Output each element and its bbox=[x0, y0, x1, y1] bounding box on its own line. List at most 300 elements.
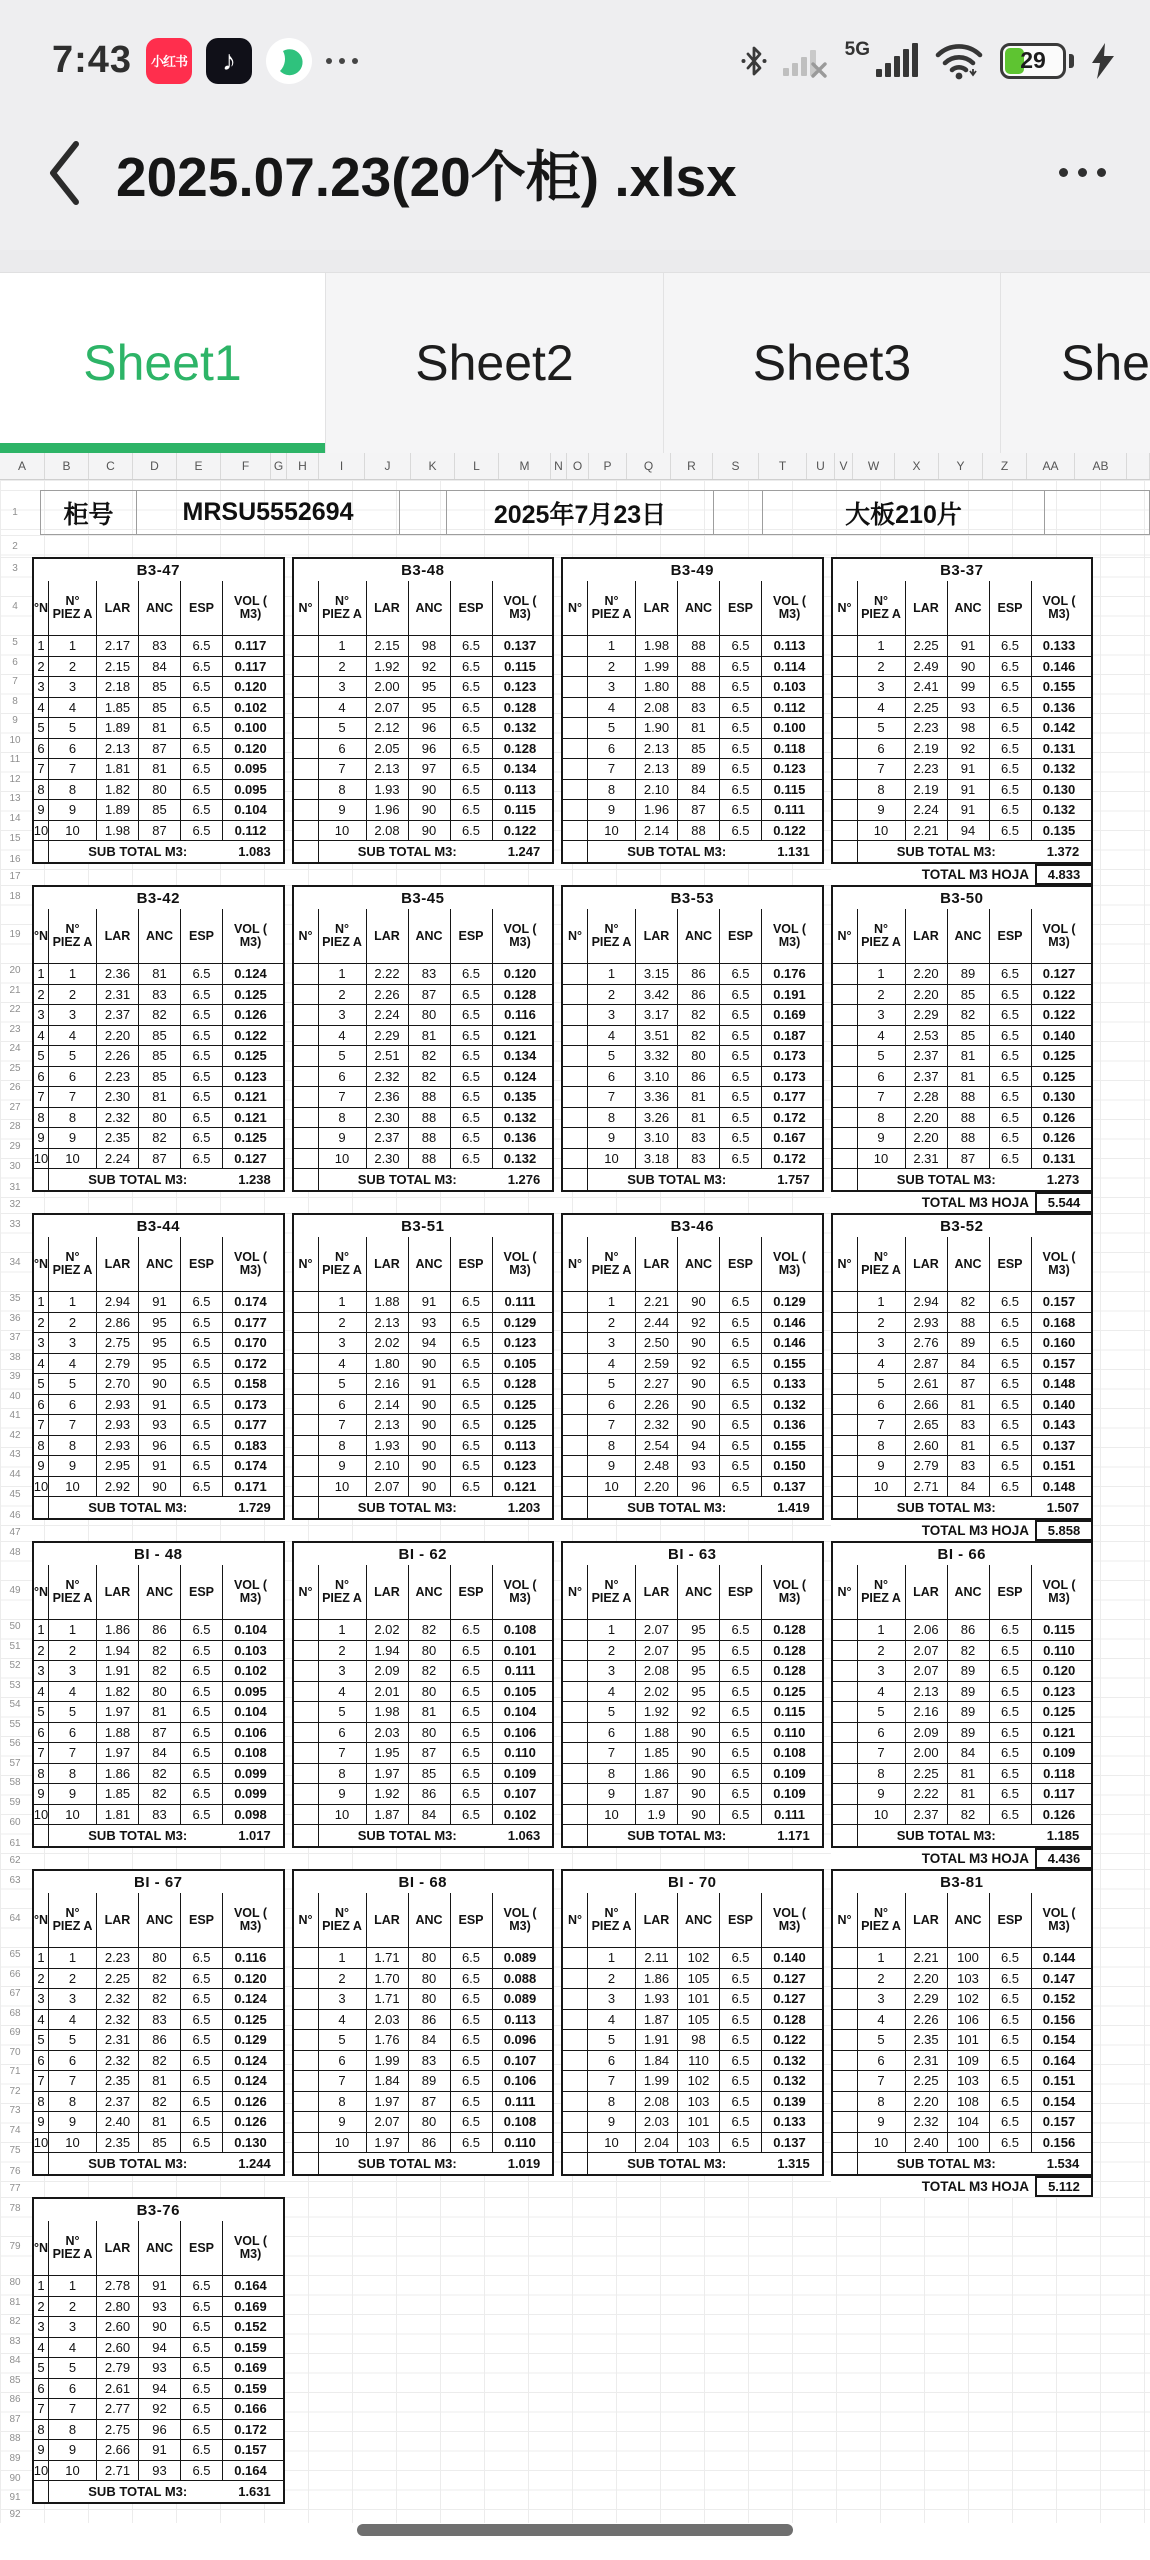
cell[interactable]: 0.177 bbox=[222, 1313, 278, 1333]
cell[interactable]: 10 bbox=[34, 1150, 48, 1166]
table-title[interactable]: B3-46 bbox=[670, 1217, 714, 1235]
header-cell[interactable]: ANC bbox=[138, 581, 180, 635]
cell[interactable]: 90 bbox=[677, 1784, 719, 1804]
cell[interactable] bbox=[294, 1497, 318, 1518]
header-cell[interactable]: N° bbox=[567, 928, 583, 943]
cell[interactable]: 2.02 bbox=[635, 1682, 677, 1702]
cell[interactable]: 6 bbox=[48, 1067, 96, 1087]
header-cell[interactable]: N° PIEZ A bbox=[318, 1565, 366, 1619]
row-number[interactable]: 34 bbox=[9, 1256, 21, 1268]
header-cell[interactable]: N° bbox=[837, 600, 852, 615]
cell[interactable]: 2.75 bbox=[96, 2420, 138, 2440]
cell[interactable]: 2.02 bbox=[366, 1333, 408, 1353]
cell[interactable]: 2.11 bbox=[635, 1948, 677, 1968]
cell[interactable]: 84 bbox=[947, 1477, 989, 1497]
cell[interactable] bbox=[833, 2010, 857, 2030]
cell[interactable]: 6.5 bbox=[450, 718, 492, 738]
cell[interactable] bbox=[563, 2153, 587, 2174]
header-cell[interactable]: VOL ( M3) bbox=[1031, 1565, 1087, 1619]
cell[interactable]: 86 bbox=[677, 964, 719, 984]
cell[interactable] bbox=[833, 1661, 857, 1681]
cell[interactable]: 84 bbox=[947, 1354, 989, 1374]
cell[interactable]: 6.5 bbox=[180, 1149, 222, 1169]
header-cell[interactable]: N° PIEZ A bbox=[318, 1893, 366, 1947]
cell[interactable]: 2.20 bbox=[96, 1026, 138, 1046]
header-cell[interactable]: ANC bbox=[138, 909, 180, 963]
cell[interactable]: 5 bbox=[587, 1046, 635, 1066]
row-number[interactable]: 22 bbox=[9, 1004, 21, 1016]
column-letter[interactable]: H bbox=[287, 453, 319, 479]
cell[interactable]: 5 bbox=[857, 1702, 905, 1722]
cell[interactable]: 6.5 bbox=[719, 1128, 761, 1148]
cell[interactable]: 0.136 bbox=[492, 1128, 548, 1148]
cell[interactable]: 1.87 bbox=[635, 2010, 677, 2030]
subtotal-value[interactable]: 1.273 bbox=[1046, 1172, 1080, 1187]
cell[interactable]: 6.5 bbox=[180, 1723, 222, 1743]
cell[interactable] bbox=[294, 1825, 318, 1846]
cell[interactable]: 0.146 bbox=[1031, 657, 1087, 677]
header-cell[interactable]: N° bbox=[567, 1256, 583, 1271]
cell[interactable]: 9 bbox=[587, 1784, 635, 1804]
cell[interactable]: 6.5 bbox=[180, 1354, 222, 1374]
cell[interactable]: 2.93 bbox=[96, 1415, 138, 1435]
cell[interactable]: 93 bbox=[138, 2461, 180, 2481]
cell[interactable]: 2.07 bbox=[635, 1620, 677, 1640]
cell[interactable]: 0.155 bbox=[761, 1354, 817, 1374]
cell[interactable]: 9 bbox=[587, 800, 635, 820]
cell[interactable]: 0.187 bbox=[761, 1026, 817, 1046]
cell[interactable]: 102 bbox=[677, 1948, 719, 1968]
cell[interactable]: 0.183 bbox=[222, 1436, 278, 1456]
cell[interactable]: 2 bbox=[318, 657, 366, 677]
cell[interactable]: 8 bbox=[48, 1764, 96, 1784]
total-value[interactable]: 5.858 bbox=[1035, 1520, 1093, 1541]
cell[interactable]: 6.5 bbox=[989, 1969, 1031, 1989]
column-letter[interactable]: K bbox=[411, 453, 455, 479]
cell[interactable]: 86 bbox=[408, 1784, 450, 1804]
cell[interactable]: 1.97 bbox=[96, 1702, 138, 1722]
row-number[interactable]: 32 bbox=[9, 1199, 21, 1210]
cell[interactable]: 7 bbox=[48, 1087, 96, 1107]
cell[interactable]: 3 bbox=[48, 1005, 96, 1025]
cell[interactable]: 0.128 bbox=[492, 739, 548, 759]
cell[interactable]: 0.123 bbox=[761, 759, 817, 779]
cell[interactable]: 1 bbox=[318, 1292, 366, 1312]
cell[interactable]: 90 bbox=[138, 1477, 180, 1497]
cell[interactable]: 0.120 bbox=[222, 1969, 278, 1989]
cell[interactable]: 0.173 bbox=[761, 1067, 817, 1087]
row-number[interactable]: 40 bbox=[9, 1390, 21, 1402]
cell[interactable]: 0.113 bbox=[492, 780, 548, 800]
cell[interactable] bbox=[294, 1764, 318, 1784]
cell[interactable]: 6.5 bbox=[719, 964, 761, 984]
header-cell[interactable]: VOL ( M3) bbox=[492, 1237, 548, 1291]
cell[interactable]: 6.5 bbox=[989, 2133, 1031, 2153]
cell[interactable]: 6.5 bbox=[180, 677, 222, 697]
header-cell[interactable]: ESP bbox=[719, 1237, 761, 1291]
cell[interactable]: 6.5 bbox=[180, 2092, 222, 2112]
row-number[interactable]: 2 bbox=[12, 540, 18, 552]
header-cell[interactable]: ANC bbox=[947, 1565, 989, 1619]
cell[interactable]: 0.128 bbox=[761, 1661, 817, 1681]
cell-empty[interactable] bbox=[399, 490, 447, 535]
cell[interactable]: 2.08 bbox=[366, 821, 408, 841]
cell[interactable]: 5 bbox=[37, 720, 45, 736]
row-number[interactable]: 53 bbox=[9, 1679, 21, 1691]
cell[interactable]: 0.126 bbox=[222, 2092, 278, 2112]
cell[interactable]: 6.5 bbox=[450, 2051, 492, 2071]
cell[interactable]: 93 bbox=[408, 1313, 450, 1333]
header-cell[interactable]: N° bbox=[567, 1584, 583, 1599]
row-number[interactable]: 41 bbox=[9, 1410, 21, 1422]
header-cell[interactable]: ESP bbox=[180, 2221, 222, 2275]
cell[interactable]: 6.5 bbox=[719, 1948, 761, 1968]
cell[interactable]: 6.5 bbox=[719, 985, 761, 1005]
cell[interactable]: 6.5 bbox=[989, 1333, 1031, 1353]
cell[interactable]: 92 bbox=[138, 2399, 180, 2419]
table-title[interactable]: BI - 62 bbox=[398, 1545, 447, 1563]
cell[interactable]: 0.147 bbox=[1031, 1969, 1087, 1989]
cell[interactable] bbox=[833, 2092, 857, 2112]
table-title[interactable]: BI - 70 bbox=[667, 1873, 717, 1891]
cell[interactable]: 0.099 bbox=[222, 1784, 278, 1804]
cell[interactable]: 95 bbox=[677, 1682, 719, 1702]
cell[interactable]: 2.13 bbox=[366, 1313, 408, 1333]
cell[interactable]: 0.124 bbox=[222, 1989, 278, 2009]
column-letter[interactable]: N bbox=[551, 453, 567, 479]
cell[interactable] bbox=[833, 1723, 857, 1743]
cell[interactable]: 82 bbox=[947, 1005, 989, 1025]
cell[interactable]: 6.5 bbox=[450, 1108, 492, 1128]
cell[interactable]: 0.099 bbox=[222, 1764, 278, 1784]
header-cell[interactable]: VOL ( M3) bbox=[492, 1565, 548, 1619]
cell[interactable]: 0.172 bbox=[761, 1108, 817, 1128]
cell[interactable]: 6.5 bbox=[450, 1436, 492, 1456]
header-cell[interactable]: ESP bbox=[180, 581, 222, 635]
cell[interactable]: 2.93 bbox=[96, 1436, 138, 1456]
cell[interactable]: 82 bbox=[138, 1989, 180, 2009]
row-number[interactable]: 76 bbox=[9, 2166, 21, 2177]
cell[interactable]: 81 bbox=[138, 2112, 180, 2132]
cell[interactable]: 2.61 bbox=[96, 2379, 138, 2399]
cell[interactable]: 2.29 bbox=[905, 1005, 947, 1025]
cell[interactable]: 95 bbox=[138, 1313, 180, 1333]
cell[interactable]: 80 bbox=[138, 780, 180, 800]
cell[interactable]: 0.126 bbox=[1031, 1805, 1087, 1825]
cell[interactable]: 80 bbox=[138, 1682, 180, 1702]
cell[interactable]: 0.122 bbox=[761, 821, 817, 841]
cell[interactable]: 2.31 bbox=[96, 985, 138, 1005]
cell[interactable]: 0.152 bbox=[222, 2317, 278, 2337]
cell[interactable]: 9 bbox=[857, 800, 905, 820]
header-cell[interactable]: N° PIEZ A bbox=[48, 581, 96, 635]
cell[interactable]: 4 bbox=[37, 699, 45, 715]
cell[interactable]: 6.5 bbox=[450, 1784, 492, 1804]
cell[interactable]: 6.5 bbox=[719, 2071, 761, 2091]
cell[interactable]: 6.5 bbox=[180, 1333, 222, 1353]
cell[interactable] bbox=[294, 1128, 318, 1148]
cell[interactable]: 6 bbox=[37, 740, 45, 756]
cell[interactable]: 0.128 bbox=[761, 1620, 817, 1640]
cell[interactable]: 9 bbox=[318, 2112, 366, 2132]
cell[interactable]: 4 bbox=[37, 2011, 45, 2027]
cell[interactable]: 2.53 bbox=[905, 1026, 947, 1046]
cell[interactable]: 0.122 bbox=[222, 1026, 278, 1046]
cell[interactable]: 4 bbox=[48, 698, 96, 718]
cell[interactable]: 6.5 bbox=[989, 1784, 1031, 1804]
cell[interactable] bbox=[563, 1661, 587, 1681]
cell[interactable]: 0.117 bbox=[1031, 1784, 1087, 1804]
cell[interactable]: 0.148 bbox=[1031, 1477, 1087, 1497]
cell[interactable]: 80 bbox=[408, 1948, 450, 1968]
cell[interactable]: 2.50 bbox=[635, 1333, 677, 1353]
cell[interactable]: 2.32 bbox=[366, 1067, 408, 1087]
cell[interactable]: 6.5 bbox=[989, 1374, 1031, 1394]
cell[interactable]: 9 bbox=[48, 1784, 96, 1804]
cell[interactable] bbox=[294, 1395, 318, 1415]
cell[interactable]: 6.5 bbox=[180, 759, 222, 779]
cell[interactable]: 0.131 bbox=[1031, 1149, 1087, 1169]
cell[interactable] bbox=[294, 1682, 318, 1702]
header-cell[interactable]: ANC bbox=[138, 2221, 180, 2275]
cell[interactable] bbox=[294, 2153, 318, 2174]
cell[interactable]: 0.125 bbox=[222, 2010, 278, 2030]
cell-panel-count[interactable]: 大板210片 bbox=[762, 490, 1045, 535]
cell[interactable]: 6.5 bbox=[450, 1395, 492, 1415]
cell[interactable]: 0.156 bbox=[1031, 2133, 1087, 2153]
cell[interactable]: 1.9 bbox=[635, 1805, 677, 1825]
row-number[interactable]: 57 bbox=[9, 1757, 21, 1769]
cell[interactable] bbox=[833, 2112, 857, 2132]
cell[interactable]: 90 bbox=[138, 2317, 180, 2337]
cell[interactable]: 0.088 bbox=[492, 1969, 548, 1989]
cell[interactable]: 6.5 bbox=[450, 1743, 492, 1763]
total-value[interactable]: 4.436 bbox=[1035, 1848, 1093, 1869]
cell[interactable]: 7 bbox=[48, 1743, 96, 1763]
column-letter[interactable]: S bbox=[713, 453, 759, 479]
cell[interactable]: 6.5 bbox=[180, 1415, 222, 1435]
header-cell[interactable]: ANC bbox=[677, 1565, 719, 1619]
header-cell[interactable]: N° PIEZ A bbox=[318, 581, 366, 635]
cell[interactable]: 2.28 bbox=[905, 1087, 947, 1107]
cell[interactable] bbox=[563, 1026, 587, 1046]
cell[interactable] bbox=[833, 2030, 857, 2050]
cell[interactable]: 0.157 bbox=[1031, 1292, 1087, 1312]
cell[interactable] bbox=[563, 1169, 587, 1190]
cell[interactable]: 108 bbox=[947, 2092, 989, 2112]
cell[interactable]: 1.89 bbox=[96, 718, 138, 738]
cell[interactable]: 0.123 bbox=[1031, 1682, 1087, 1702]
cell[interactable]: 6 bbox=[37, 1068, 45, 1084]
cell[interactable] bbox=[294, 1354, 318, 1374]
cell[interactable]: 6 bbox=[587, 1723, 635, 1743]
table-title[interactable]: B3-53 bbox=[670, 889, 714, 907]
cell[interactable] bbox=[833, 1313, 857, 1333]
cell[interactable]: 9 bbox=[48, 1456, 96, 1476]
cell[interactable]: 0.136 bbox=[1031, 698, 1087, 718]
cell[interactable]: 6.5 bbox=[989, 1702, 1031, 1722]
subtotal-value[interactable]: 1.131 bbox=[777, 844, 810, 859]
header-cell[interactable]: N° bbox=[34, 1256, 48, 1271]
cell[interactable]: 2.65 bbox=[905, 1415, 947, 1435]
cell[interactable]: 6 bbox=[48, 2379, 96, 2399]
cell[interactable]: 7 bbox=[318, 1087, 366, 1107]
cell[interactable]: 2.20 bbox=[905, 964, 947, 984]
cell[interactable]: 93 bbox=[677, 1456, 719, 1476]
cell[interactable]: 8 bbox=[587, 2092, 635, 2112]
cell[interactable]: 91 bbox=[138, 1456, 180, 1476]
cell[interactable]: 1.92 bbox=[366, 657, 408, 677]
cell[interactable]: 4 bbox=[587, 1354, 635, 1374]
cell[interactable]: 6.5 bbox=[719, 1313, 761, 1333]
cell[interactable]: 82 bbox=[138, 1641, 180, 1661]
cell[interactable]: 6 bbox=[318, 739, 366, 759]
cell[interactable] bbox=[563, 1087, 587, 1107]
cell[interactable]: 6.5 bbox=[719, 1743, 761, 1763]
cell[interactable] bbox=[563, 985, 587, 1005]
cell[interactable]: 2.93 bbox=[905, 1313, 947, 1333]
header-cell[interactable]: ESP bbox=[989, 1237, 1031, 1291]
cell[interactable]: 0.148 bbox=[1031, 1374, 1087, 1394]
subtotal-value[interactable]: 1.238 bbox=[238, 1172, 271, 1187]
cell[interactable]: 6.5 bbox=[989, 985, 1031, 1005]
cell[interactable]: 6.5 bbox=[719, 780, 761, 800]
cell[interactable]: 84 bbox=[677, 780, 719, 800]
tab-sheet3[interactable]: Sheet3 bbox=[663, 273, 1000, 453]
cell[interactable] bbox=[294, 2133, 318, 2153]
cell[interactable]: 6.5 bbox=[989, 2051, 1031, 2071]
cell[interactable]: 1 bbox=[48, 636, 96, 656]
cell[interactable]: 7 bbox=[318, 2071, 366, 2091]
cell[interactable]: 2.07 bbox=[366, 698, 408, 718]
table-title[interactable]: BI - 68 bbox=[398, 1873, 447, 1891]
row-number[interactable]: 10 bbox=[9, 734, 21, 746]
cell[interactable]: 3 bbox=[37, 1007, 45, 1023]
cell[interactable]: 1.70 bbox=[366, 1969, 408, 1989]
header-cell[interactable]: N° PIEZ A bbox=[857, 909, 905, 963]
cell[interactable]: 6.5 bbox=[719, 1108, 761, 1128]
cell[interactable]: 88 bbox=[947, 1128, 989, 1148]
cell[interactable]: 8 bbox=[37, 2093, 45, 2109]
cell[interactable] bbox=[563, 677, 587, 697]
cell[interactable]: 5 bbox=[37, 2032, 45, 2048]
cell[interactable]: 83 bbox=[138, 1805, 180, 1825]
cell[interactable]: 6.5 bbox=[450, 2092, 492, 2112]
cell[interactable]: 7 bbox=[48, 2399, 96, 2419]
cell[interactable] bbox=[294, 657, 318, 677]
row-number[interactable]: 26 bbox=[9, 1082, 21, 1094]
cell[interactable]: 6.5 bbox=[450, 2112, 492, 2132]
row-number[interactable]: 83 bbox=[9, 2335, 21, 2347]
cell[interactable]: 6.5 bbox=[719, 718, 761, 738]
subtotal-value[interactable]: 1.372 bbox=[1046, 844, 1080, 859]
cell[interactable] bbox=[833, 964, 857, 984]
cell[interactable]: 3 bbox=[857, 1005, 905, 1025]
cell[interactable]: 2 bbox=[48, 2297, 96, 2317]
cell[interactable]: 6.5 bbox=[180, 1743, 222, 1763]
cell[interactable]: 2.03 bbox=[366, 1723, 408, 1743]
cell[interactable]: 2 bbox=[857, 985, 905, 1005]
cell[interactable]: 2.04 bbox=[635, 2133, 677, 2153]
row-number[interactable]: 25 bbox=[9, 1062, 21, 1074]
cell[interactable]: 0.164 bbox=[222, 2461, 278, 2481]
cell[interactable]: 2.02 bbox=[366, 1620, 408, 1640]
cell[interactable]: 0.143 bbox=[1031, 1415, 1087, 1435]
header-cell[interactable]: VOL ( M3) bbox=[761, 909, 817, 963]
cell[interactable]: 6.5 bbox=[450, 2030, 492, 2050]
table-title[interactable]: B3-48 bbox=[401, 561, 445, 579]
cell[interactable]: 6.5 bbox=[450, 1313, 492, 1333]
column-letter[interactable]: O bbox=[567, 453, 589, 479]
cell[interactable] bbox=[833, 1805, 857, 1825]
cell[interactable]: 83 bbox=[947, 1415, 989, 1435]
column-letter[interactable]: L bbox=[455, 453, 499, 479]
subtotal-value[interactable]: 1.185 bbox=[1046, 1828, 1080, 1843]
cell[interactable]: 2.77 bbox=[96, 2399, 138, 2419]
cell[interactable]: 0.132 bbox=[492, 718, 548, 738]
cell[interactable]: 2.10 bbox=[366, 1456, 408, 1476]
cell[interactable]: 2.36 bbox=[366, 1087, 408, 1107]
cell[interactable]: 0.100 bbox=[761, 718, 817, 738]
row-number[interactable]: 17 bbox=[9, 871, 21, 882]
cell[interactable]: 2.51 bbox=[366, 1046, 408, 1066]
cell[interactable]: 6.5 bbox=[989, 759, 1031, 779]
cell[interactable]: 0.104 bbox=[222, 1620, 278, 1640]
cell[interactable]: 1 bbox=[37, 1950, 45, 1966]
cell[interactable]: 1.71 bbox=[366, 1989, 408, 2009]
cell[interactable]: 6.5 bbox=[719, 1149, 761, 1169]
cell[interactable]: 2 bbox=[37, 986, 45, 1002]
cell[interactable]: 1.91 bbox=[635, 2030, 677, 2050]
home-indicator[interactable] bbox=[357, 2524, 793, 2536]
row-number[interactable]: 28 bbox=[9, 1121, 21, 1133]
cell[interactable]: 0.132 bbox=[492, 1149, 548, 1169]
cell[interactable]: 80 bbox=[677, 1046, 719, 1066]
cell[interactable]: 2 bbox=[318, 1969, 366, 1989]
cell[interactable]: 90 bbox=[677, 1333, 719, 1353]
cell[interactable] bbox=[833, 1333, 857, 1353]
cell[interactable]: 0.140 bbox=[761, 1948, 817, 1968]
header-cell[interactable]: ANC bbox=[677, 909, 719, 963]
row-number[interactable]: 74 bbox=[9, 2124, 21, 2136]
cell[interactable] bbox=[563, 1948, 587, 1968]
column-letter[interactable]: B bbox=[45, 453, 89, 479]
cell[interactable]: 82 bbox=[138, 1784, 180, 1804]
cell[interactable]: 0.129 bbox=[761, 1292, 817, 1312]
cell[interactable]: 7 bbox=[318, 1415, 366, 1435]
cell[interactable]: 92 bbox=[947, 739, 989, 759]
cell[interactable]: 95 bbox=[408, 677, 450, 697]
row-number[interactable]: 30 bbox=[9, 1161, 21, 1172]
cell[interactable] bbox=[294, 1456, 318, 1476]
cell[interactable]: 6.5 bbox=[989, 1128, 1031, 1148]
cell[interactable]: 2 bbox=[48, 1313, 96, 1333]
cell[interactable]: 1 bbox=[318, 964, 366, 984]
cell[interactable]: 1.90 bbox=[635, 718, 677, 738]
cell[interactable]: 8 bbox=[857, 780, 905, 800]
cell[interactable]: 6.5 bbox=[719, 759, 761, 779]
cell[interactable]: 86 bbox=[408, 2010, 450, 2030]
row-number[interactable]: 71 bbox=[9, 2066, 21, 2078]
cell[interactable]: 1.86 bbox=[96, 1764, 138, 1784]
cell[interactable] bbox=[833, 1046, 857, 1066]
row-number[interactable]: 3 bbox=[12, 562, 18, 574]
cell[interactable]: 0.110 bbox=[1031, 1641, 1087, 1661]
cell[interactable]: 2.40 bbox=[905, 2133, 947, 2153]
cell[interactable]: 8 bbox=[857, 1764, 905, 1784]
cell[interactable]: 99 bbox=[947, 677, 989, 697]
cell[interactable] bbox=[563, 1292, 587, 1312]
